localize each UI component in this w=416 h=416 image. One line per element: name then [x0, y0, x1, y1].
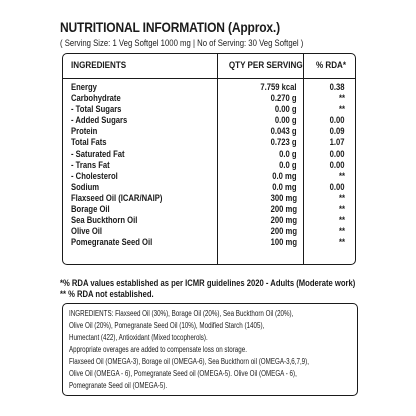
ingredients-line: INGREDIENTS: Flaxseed Oil (30%), Borage Oil (20%), Sea Buckthorn Oil (20%), [69, 309, 294, 318]
table-row [63, 160, 355, 171]
ingredients-line: Appropriate overages are added to compensate loss on storage. [69, 345, 247, 354]
table-body [63, 82, 355, 248]
nutrient-rda: ** [339, 215, 345, 226]
nutrient-rda: ** [339, 237, 345, 248]
nutrient-name: Sodium [71, 181, 100, 192]
table-row [63, 93, 355, 104]
nutrient-rda: 0.38 [330, 82, 345, 92]
nutrient-name: Olive Oil [71, 226, 103, 237]
nutrient-name: - Saturated Fat [71, 148, 125, 159]
nutrient-rda: ** [339, 192, 345, 203]
table-row [63, 226, 355, 237]
nutrient-qty: 0.00 g [275, 115, 297, 126]
nutrient-name: Protein [71, 126, 98, 137]
nutrient-qty: 0.723 g [271, 137, 297, 148]
nutrient-name: Pomegranate Seed Oil [71, 237, 153, 248]
table-header [63, 54, 355, 79]
nutrient-rda: ** [339, 226, 345, 237]
table-row [63, 182, 355, 193]
column-header-qty: QTY PER SERVING [228, 60, 303, 71]
table-row [63, 115, 355, 126]
rda-not-established-note: ** % RDA not established. [60, 289, 154, 299]
column-header-rda: % RDA* [315, 60, 347, 71]
ingredients-box [62, 303, 358, 396]
nutrient-rda: 0.00 [330, 181, 345, 192]
nutrient-qty: 0.0 g [279, 148, 297, 159]
table-row [63, 204, 355, 215]
nutrient-qty: 200 mg [270, 204, 297, 215]
nutrient-name: Energy [71, 82, 97, 92]
serving-info: ( Serving Size: 1 Veg Softgel 1000 mg | No of Serving: 30 Veg Softgel ) [60, 38, 304, 48]
nutrient-rda: 1.07 [330, 137, 345, 148]
nutrient-rda: ** [339, 104, 345, 115]
table-row [63, 237, 355, 248]
ingredients-line: Flaxseed Oil (OMEGA-3), Borage oil (OMEGA-6), Sea Buckthorn oil (OMEGA-3,6,7,9), [69, 357, 309, 366]
nutrient-qty: 200 mg [270, 215, 297, 226]
table-row [63, 215, 355, 226]
nutrient-rda: ** [339, 93, 345, 104]
column-header-ingredients: INGREDIENTS [71, 60, 127, 71]
nutrient-qty: 100 mg [270, 237, 297, 248]
nutrient-name: Sea Buckthorn Oil [71, 215, 138, 226]
nutrient-name: - Trans Fat [71, 159, 110, 170]
nutrient-name: Flaxseed Oil (ICAR/NAIP) [71, 192, 163, 203]
nutrient-qty: 7.759 kcal [260, 82, 297, 92]
nutrient-name: Total Fats [71, 137, 107, 148]
nutrient-name: - Total Sugars [71, 104, 122, 115]
nutrient-name: Borage Oil [71, 204, 110, 215]
nutrient-qty: 200 mg [270, 226, 297, 237]
nutrient-qty: 0.0 mg [272, 181, 297, 192]
rda-footnote: *% RDA values established as per ICMR guidelines 2020 - Adults (Moderate work) [60, 278, 356, 288]
ingredients-line: Olive Oil (20%), Pomegranate Seed Oil (10%), Modified Starch (1405), [69, 321, 265, 330]
table-row [63, 126, 355, 137]
table-row [63, 171, 355, 182]
nutrient-qty: 0.270 g [271, 93, 297, 104]
nutrient-rda: 0.00 [330, 159, 345, 170]
ingredients-line: Humectant (422), Antioxidant (Mixed tocopherols). [69, 333, 208, 342]
nutrition-table [62, 53, 356, 265]
table-row [63, 193, 355, 204]
ingredients-line: Olive Oil (OMEGA - 6), Pomegranate Seed oil (OMEGA-5). Olive Oil (OMEGA - 6), [69, 369, 297, 378]
nutrient-qty: 0.00 g [275, 104, 297, 115]
nutrient-qty: 0.043 g [271, 126, 297, 137]
table-row [63, 149, 355, 160]
nutrient-rda: 0.09 [330, 126, 345, 137]
nutrient-rda: ** [339, 170, 345, 181]
nutrient-rda: ** [339, 204, 345, 215]
table-row [63, 104, 355, 115]
nutrient-name: - Added Sugars [71, 115, 128, 126]
nutrition-title: NUTRITIONAL INFORMATION (Approx.) [60, 19, 280, 35]
ingredients-line: Pomegranate Seed oil (OMEGA-5). [69, 381, 168, 390]
nutrient-name: Carbohydrate [71, 93, 121, 104]
nutrient-name: - Cholesterol [71, 170, 118, 181]
nutrient-qty: 0.0 g [279, 159, 297, 170]
table-row [63, 82, 355, 93]
nutrient-qty: 300 mg [270, 192, 297, 203]
nutrient-rda: 0.00 [330, 148, 345, 159]
nutrient-rda: 0.00 [330, 115, 345, 126]
nutrient-qty: 0.0 mg [272, 170, 297, 181]
table-row [63, 137, 355, 148]
